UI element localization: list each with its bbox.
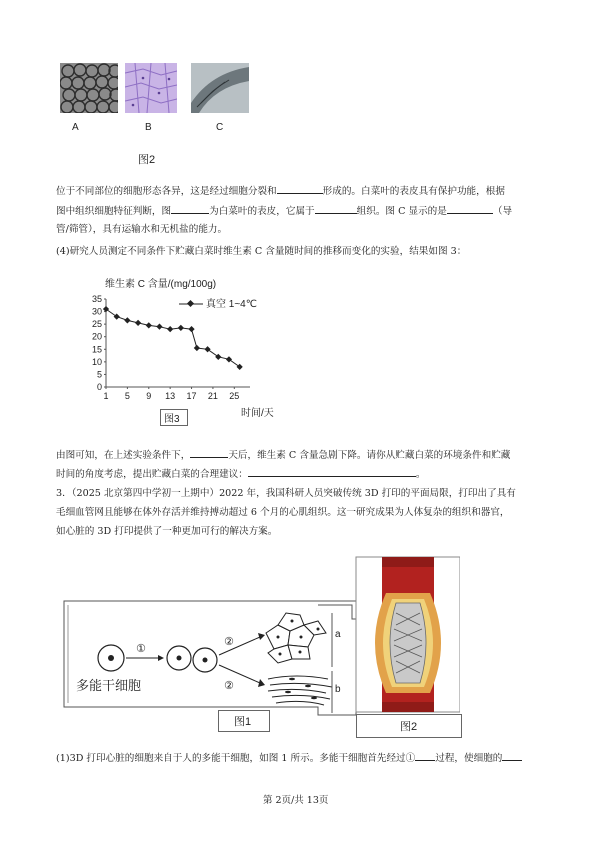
micrograph-b: [125, 63, 177, 113]
arrow-1-head: [158, 655, 164, 661]
para2-line2b: 。: [415, 469, 426, 480]
para1-line2d: （导: [492, 206, 513, 217]
vessel-illustration: [356, 557, 460, 712]
data-point: [204, 346, 210, 352]
x-tick-label: 5: [124, 391, 130, 401]
micrograph-c: [191, 63, 249, 113]
process-2b-label: ②: [224, 680, 234, 692]
y-tick-label: 25: [91, 319, 102, 330]
micrograph-label-c: C: [216, 122, 224, 133]
data-point: [114, 313, 120, 319]
chart-ylabel: 维生素 C 含量/(mg/100g): [105, 279, 217, 290]
x-tick-label: 13: [165, 391, 176, 401]
divided-cell-right-nucleus: [203, 658, 208, 663]
x-tick-label: 1: [103, 391, 109, 401]
blank-vessel-type[interactable]: [447, 203, 493, 214]
micrograph-label-a: A: [72, 122, 79, 133]
para1-line3: 管/筛管），具有运输水和无机盐的能力。: [56, 224, 228, 235]
x-tick-label: 9: [146, 391, 152, 401]
blank-differentiation[interactable]: [277, 183, 323, 194]
y-tick-label: 20: [91, 331, 102, 342]
micrograph-a-image: [60, 63, 118, 113]
process-2a-label: ②: [224, 636, 234, 648]
question-3-line1: 3．（2025 北京第四中学初一上期中）2022 年，我国科研人员突破传统 3D 打印的平面局限，打印出了具有: [56, 488, 516, 499]
question-3-line2: 毛细血管网且能够在体外存活并维持搏动超过 6 个月的心肌组织。这一研究成果为人体复杂的组织和器官，: [56, 507, 510, 518]
blank-days[interactable]: [190, 447, 228, 458]
figure-1-caption: 图1: [234, 716, 252, 728]
micrograph-c-image: [191, 63, 249, 113]
question-3-line3: 如心脏的 3D 打印提供了一种更加可行的解决方案。: [56, 526, 278, 537]
y-tick-label: 10: [91, 356, 102, 367]
para1-line1b: 形成的。白菜叶的表皮具有保护功能，根据: [322, 186, 505, 197]
y-tick-label: 30: [91, 306, 102, 317]
question-3-1-text-a: (1)3D 打印心脏的细胞来自于人的多能干细胞，如图 1 所示。多能干细胞首先经过①: [56, 753, 416, 764]
x-tick-label: 21: [207, 391, 218, 401]
data-point: [124, 317, 130, 323]
data-point: [194, 345, 200, 351]
blank-cell-property[interactable]: [502, 750, 522, 761]
micrograph-b-image: [125, 63, 177, 113]
data-point: [167, 326, 173, 332]
data-point: [146, 322, 152, 328]
para2-line2: [56, 466, 425, 481]
arrow-2b-head: [258, 679, 265, 687]
x-tick-label: 25: [229, 391, 240, 401]
label-a: a: [335, 629, 341, 640]
y-tick-label: 35: [91, 294, 102, 304]
divided-cell-left-nucleus: [177, 656, 182, 661]
y-tick-label: 15: [91, 344, 102, 355]
diagram-frame-right: [318, 605, 356, 619]
legend-label: 真空 1~4℃: [206, 299, 257, 310]
para2-line1: [56, 447, 510, 462]
micrograph-label-b: B: [145, 122, 152, 133]
para2-line2a: 时间的角度考虑，提出贮藏白菜的合理建议：: [56, 469, 248, 480]
question-3-1-text-b: 过程，使细胞的: [435, 753, 503, 764]
data-point: [188, 326, 194, 332]
question-3-1-line: [56, 750, 522, 765]
blank-storage-advice[interactable]: [248, 466, 416, 477]
data-point: [226, 356, 232, 362]
para1-line1a: 位于不同部位的细胞形态各异，这是经过细胞分裂和: [56, 186, 277, 197]
data-point: [135, 320, 141, 326]
para1-line2a: 图中组织细胞特征判断，图: [56, 206, 172, 217]
legend-marker: [187, 300, 194, 307]
vitamin-c-chart: [85, 265, 285, 425]
para2-line1a: 由图可知，在上述实验条件下，: [56, 450, 191, 461]
figure-2-top-caption: 图2: [138, 154, 156, 166]
x-tick-label: 17: [186, 391, 197, 401]
para1-line2b: 为白菜叶的表皮，它属于: [209, 206, 315, 217]
question-4-text: (4)研究人员测定不同条件下贮藏白菜时维生素 C 含量随时间的推移而变化的实验，结果如图 3：: [56, 246, 467, 257]
para2-line1b: 天后，维生素 C 含量急剧下降。请你从贮藏白菜的环境条件和贮藏: [228, 450, 511, 461]
arrow-2a-head: [258, 633, 265, 640]
figure-3-caption: 图3: [164, 414, 180, 425]
para1-line2c: 组织。图 C 显示的是: [356, 206, 447, 217]
blank-epidermis-figure[interactable]: [171, 203, 209, 214]
fibroblast-cluster: [268, 676, 332, 705]
blank-process-1[interactable]: [415, 750, 435, 761]
data-point: [178, 325, 184, 331]
stem-cell-label: 多能干细胞: [76, 678, 142, 693]
figure-2-caption: 图2: [400, 721, 418, 733]
para1-line1: [56, 183, 505, 198]
blank-tissue-type[interactable]: [315, 203, 357, 214]
para1-line2: [56, 203, 512, 218]
micrograph-a: [60, 63, 118, 113]
y-tick-label: 0: [96, 382, 102, 392]
y-tick-label: 5: [96, 369, 102, 380]
page-number: 第 2页/共 13页: [263, 795, 329, 806]
label-b: b: [335, 684, 341, 695]
chart-xlabel: 时间/天: [241, 408, 274, 419]
cardiomyocyte-cluster: [266, 613, 326, 663]
stem-cell-nucleus: [108, 655, 114, 661]
data-point: [156, 324, 162, 330]
process-1-label: ①: [136, 643, 146, 655]
